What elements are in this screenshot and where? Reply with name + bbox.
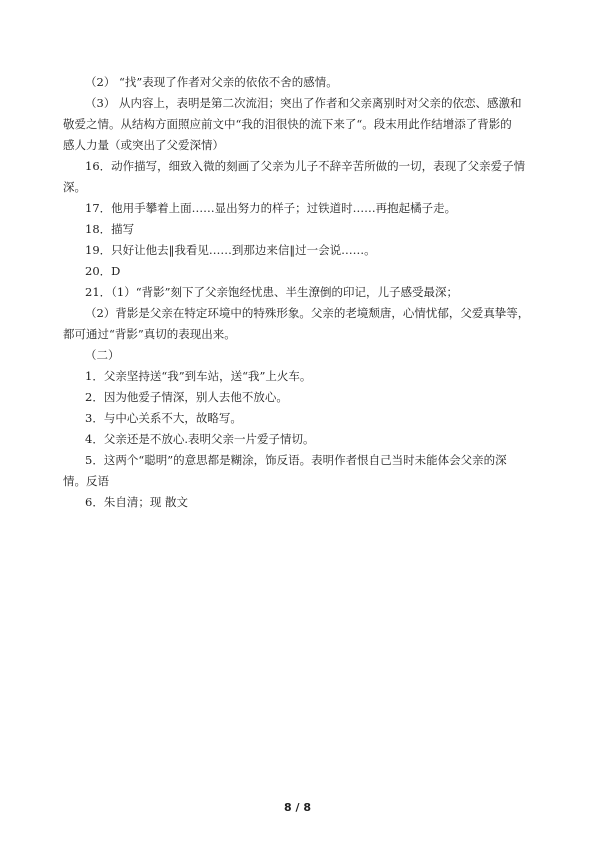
text-line: （2） “找”表现了作者对父亲的依依不舍的感情。 xyxy=(85,75,338,89)
text-line: 16．动作描写，细致入微的刻画了父亲为儿子不辞辛苦所做的一切，表现了父亲爱子情 xyxy=(85,159,526,173)
text-line: 4．父亲还是不放心.表明父亲一片爱子情切。 xyxy=(85,432,315,446)
text-line: 感人力量（或突出了父爱深情） xyxy=(63,138,224,152)
document-body xyxy=(0,72,595,513)
text-line: （2）背影是父亲在特定环境中的特殊形象。父亲的老境颓唐，心情忧郁，父爱真挚等， xyxy=(85,306,530,320)
text-line: 都可通过“背影”真切的表现出来。 xyxy=(63,327,236,341)
text-line: 19．只好让他去‖我看见……到那边来信‖过一会说……。 xyxy=(85,243,376,257)
text-line: 21．（1）“背影”刻下了父亲饱经忧患、半生潦倒的印记，儿子感受最深； xyxy=(85,285,458,299)
text-line: 深。 xyxy=(63,180,86,194)
text-line: （3） 从内容上，表明是第二次流泪；突出了作者和父亲离别时对父亲的依恋、感激和 xyxy=(85,96,522,110)
text-line: 2．因为他爱子情深，别人去他不放心。 xyxy=(85,390,288,404)
text-line: 17．他用手攀着上面……显出努力的样子；过铁道时……再抱起橘子走。 xyxy=(85,201,457,215)
text-line: 1．父亲坚持送“我”到车站，送“我”上火车。 xyxy=(85,369,312,383)
text-line: 3．与中心关系不大，故略写。 xyxy=(85,411,242,425)
text-line: 5．这两个“聪明”的意思都是糊涂，饰反语。表明作者恨自己当时未能体会父亲的深 xyxy=(85,453,507,467)
section-heading: （二） xyxy=(85,348,120,362)
text-line: 18．描写 xyxy=(85,222,135,236)
page-number: 8 / 8 xyxy=(284,801,311,814)
text-line: 敬爱之情。从结构方面照应前文中“我的泪很快的流下来了“。段末用此作结增添了背影的 xyxy=(63,117,512,131)
text-line: 6．朱自清；现 散文 xyxy=(85,495,188,509)
text-line: 情。反语 xyxy=(63,474,109,488)
text-line: 20．D xyxy=(85,264,121,278)
